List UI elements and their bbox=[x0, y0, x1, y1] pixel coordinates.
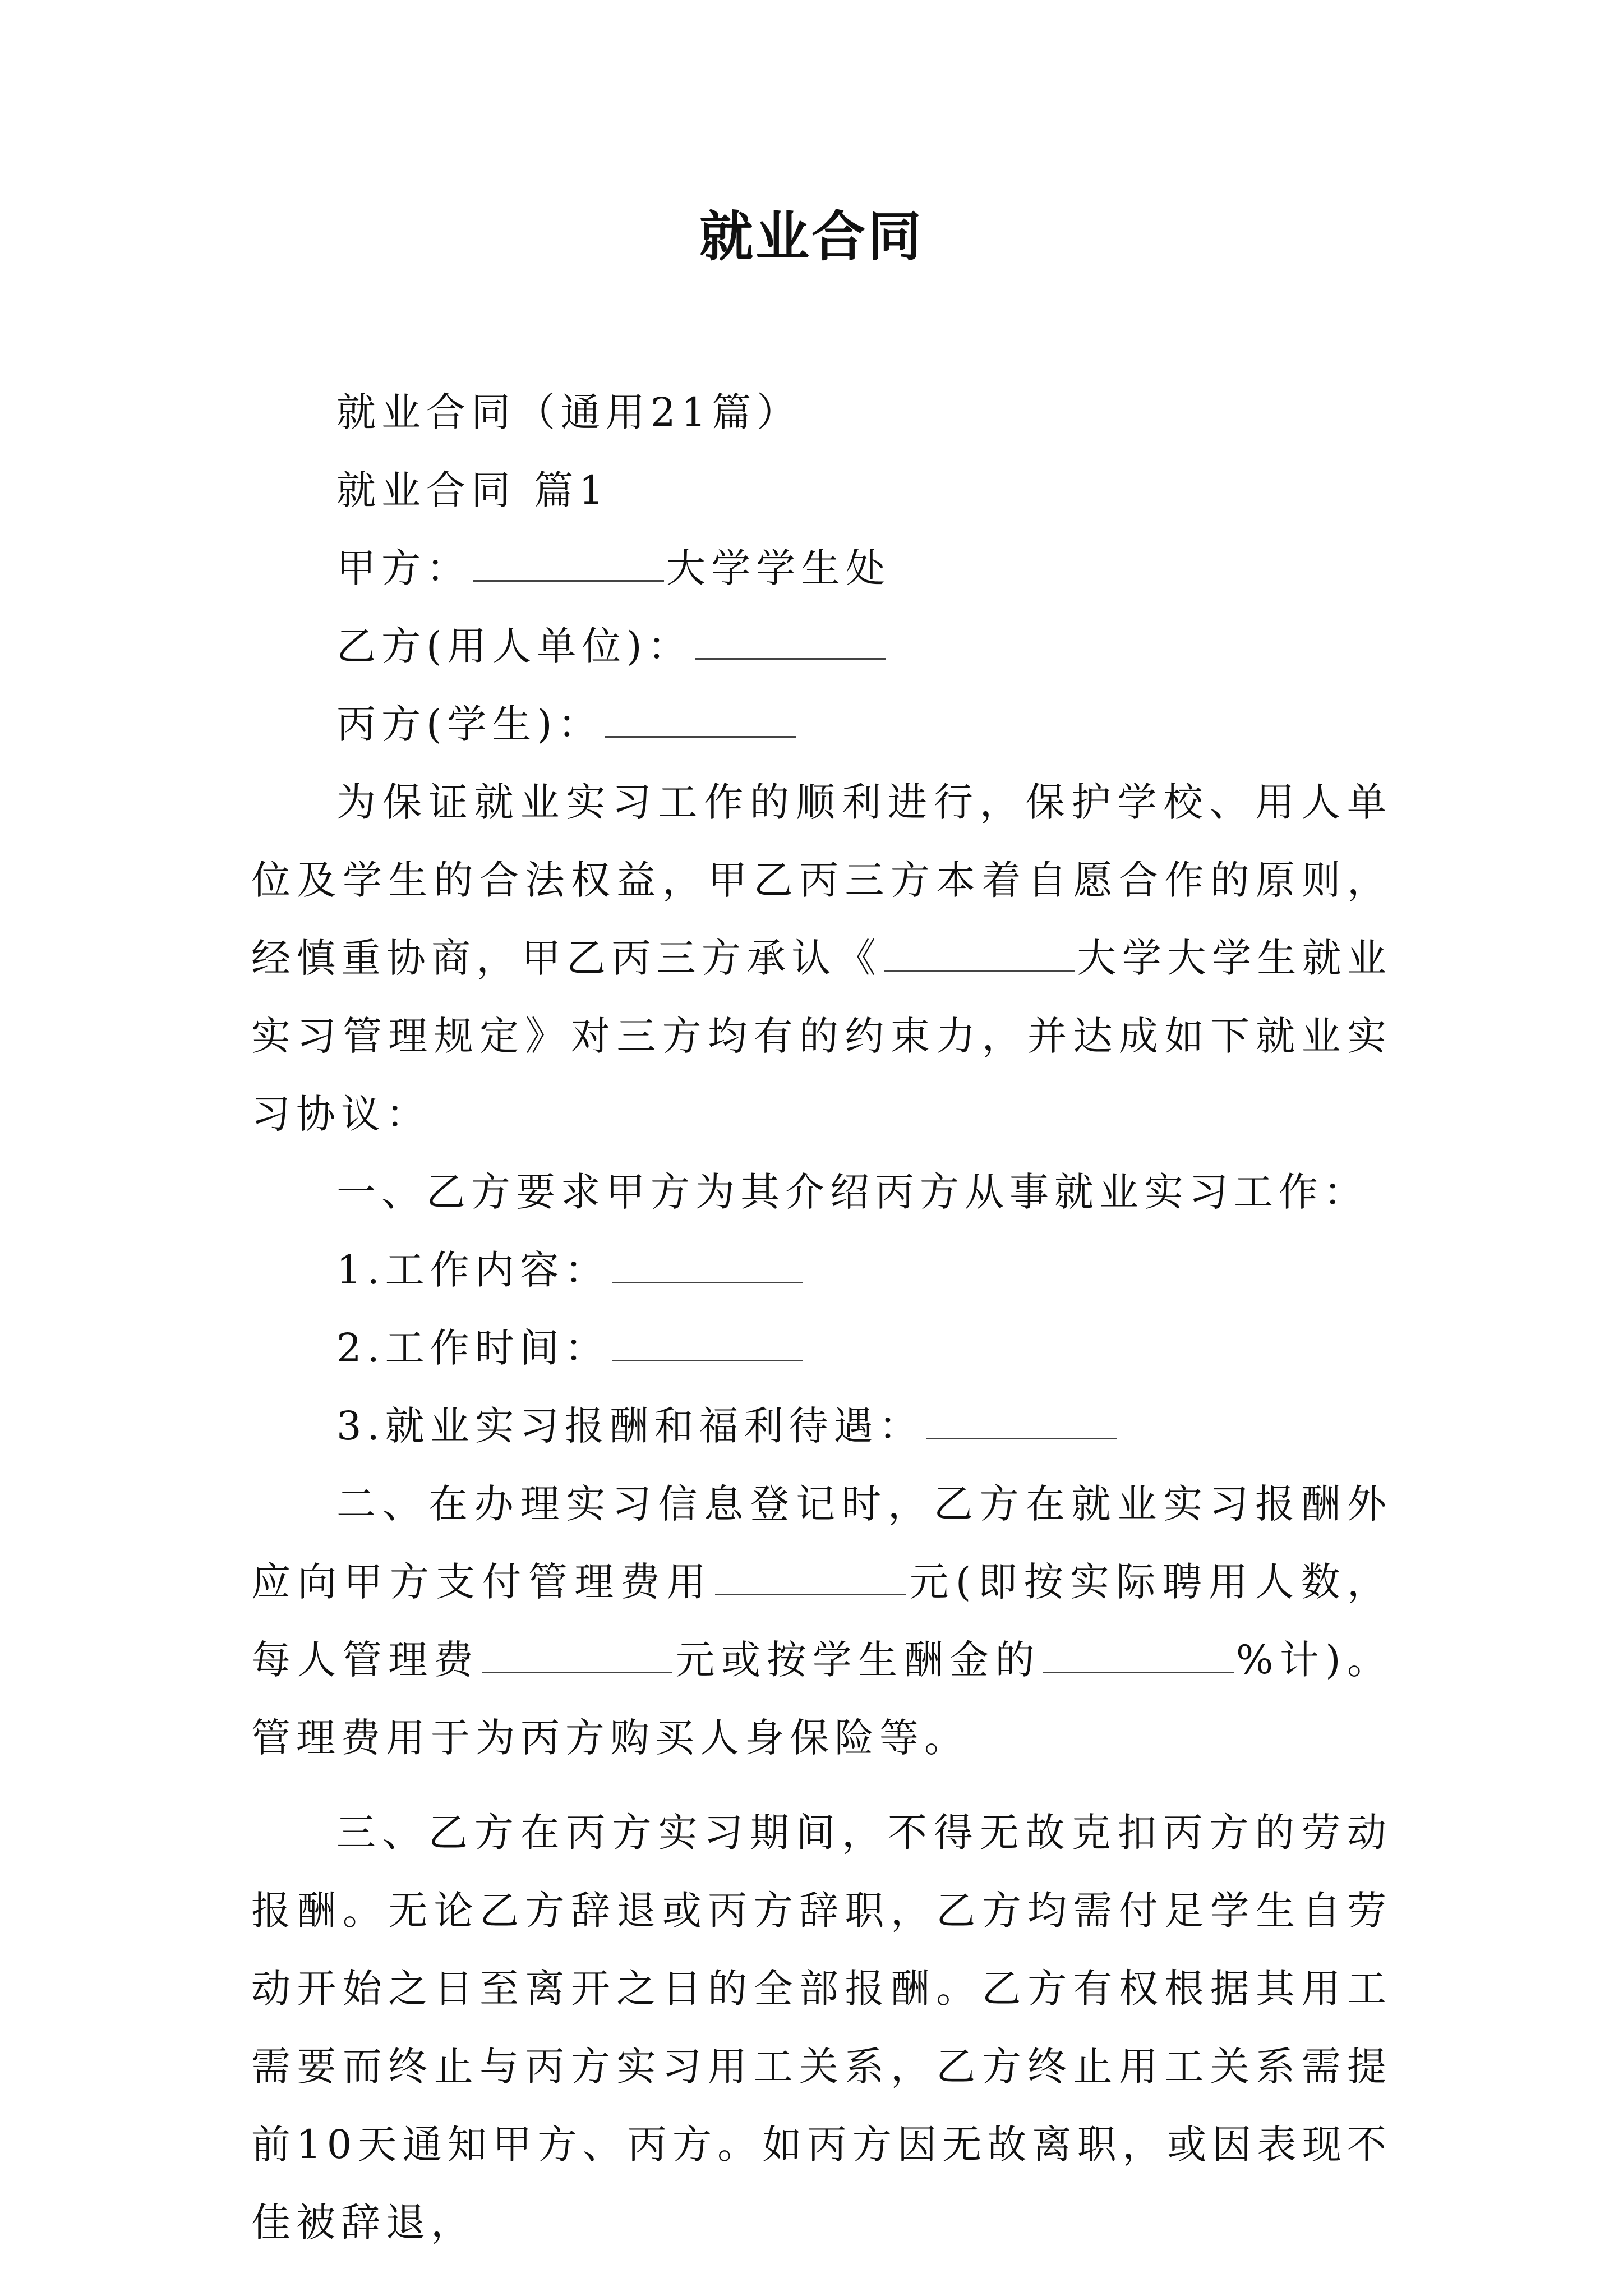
blank-field bbox=[884, 969, 1075, 972]
intro-text-2: 大学大学生就业实习管理规定》对三方均有的约束力，并达成如下就业实习协议： bbox=[251, 935, 1392, 1137]
blank-field bbox=[605, 735, 796, 738]
clause-2-text-d: %计)。管理费用于为丙方购买人身保险等。 bbox=[251, 1637, 1392, 1761]
item-2-label: 2.工作时间： bbox=[336, 1325, 610, 1371]
clause-1: 一、乙方要求甲方为其介绍丙方从事就业实习工作： bbox=[336, 1169, 1368, 1215]
clause-2-text-c: 元或按学生酬金的 bbox=[675, 1637, 1041, 1683]
party-c-label: 丙方(学生)： bbox=[336, 701, 603, 747]
item-1-line bbox=[251, 1231, 1392, 1309]
heading-part1: 就业合同 篇1 bbox=[336, 467, 610, 513]
item-1-label: 1.工作内容： bbox=[336, 1247, 610, 1293]
document-title: 就业合同 bbox=[699, 205, 924, 268]
blank-field bbox=[715, 1593, 906, 1595]
item-3-label: 3.就业实习报酬和福利待遇： bbox=[336, 1403, 924, 1449]
blank-field bbox=[926, 1437, 1117, 1439]
item-2-line bbox=[251, 1309, 1392, 1387]
intro-paragraph bbox=[251, 763, 1392, 1153]
clause-2 bbox=[251, 1465, 1392, 1777]
party-a-label: 甲方： bbox=[336, 545, 471, 591]
document-body bbox=[251, 374, 1392, 2262]
blank-field bbox=[473, 579, 664, 582]
intro-text-1: 为保证就业实习工作的顺利进行，保护学校、用人单位及学生的合法权益，甲乙丙三方本着自愿合作的原则，经慎重协商，甲乙丙三方承认《 bbox=[251, 779, 1392, 981]
heading-general: 就业合同（通用21篇） bbox=[336, 389, 802, 435]
blank-field bbox=[695, 657, 886, 660]
clause-2-text-a: 二、在办理实习信息登记时，乙方在就业实习报酬外应向甲方支付管理费用 bbox=[251, 1481, 1392, 1605]
party-c-line bbox=[251, 685, 1392, 763]
party-a-line bbox=[251, 530, 1392, 608]
party-a-suffix: 大学学生处 bbox=[666, 545, 891, 591]
blank-field bbox=[612, 1281, 803, 1283]
blank-field bbox=[612, 1359, 803, 1361]
party-b-label: 乙方(用人单位)： bbox=[336, 623, 693, 669]
blank-field bbox=[482, 1671, 672, 1673]
clause-2-text-b: 元(即按实际聘用人数，每人管理费 bbox=[251, 1559, 1392, 1683]
party-b-line bbox=[251, 608, 1392, 685]
item-3-line bbox=[251, 1387, 1392, 1465]
clause-3: 三、乙方在丙方实习期间，不得无故克扣丙方的劳动报酬。无论乙方辞退或丙方辞职，乙方均需付足学生自劳动开始之日至离开之日的全部报酬。乙方有权根据其用工需要而终止与丙方实习用工关系，乙方终止用工关系需提前10天通知甲方、丙方。如丙方因无故离职，或因表现不佳被辞退， bbox=[251, 1810, 1392, 2246]
blank-field bbox=[1043, 1671, 1234, 1673]
